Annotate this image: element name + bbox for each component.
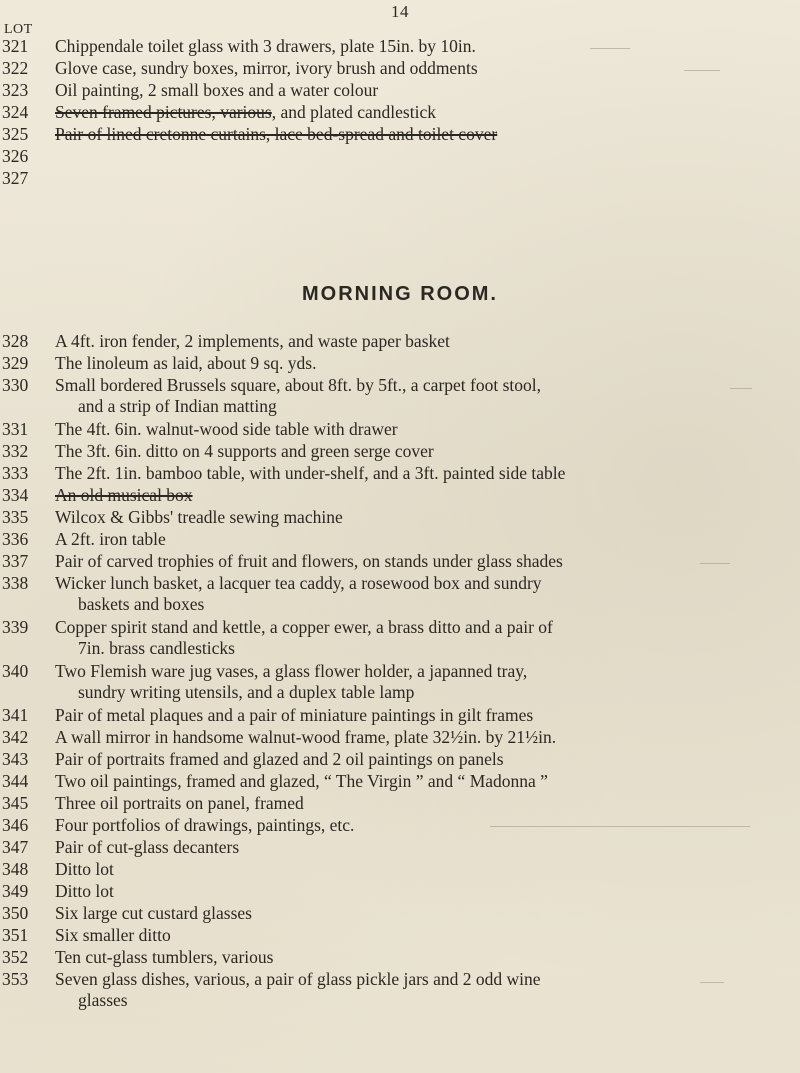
lot-number: 351 bbox=[2, 925, 29, 945]
lot-description: Two oil paintings, framed and glazed, “ The Virgin ” and “ Madonna ” bbox=[55, 771, 548, 791]
lot-description: Chippendale toilet glass with 3 drawers, plate 15in. by 10in. bbox=[55, 36, 476, 56]
pencil-mark bbox=[730, 378, 752, 389]
lot-number: 324 bbox=[2, 102, 29, 122]
lot-number: 339 bbox=[2, 617, 29, 637]
lot-description: The 3ft. 6in. ditto on 4 supports and green serge cover bbox=[55, 441, 434, 461]
lot-description: An old musical box bbox=[55, 485, 193, 505]
lot-number: 350 bbox=[2, 903, 29, 923]
lot-description: A wall mirror in handsome walnut-wood frame, plate 32½in. by 21½in. bbox=[55, 727, 557, 747]
lot-description-continued: glasses bbox=[78, 990, 128, 1010]
lot-number: 346 bbox=[2, 815, 29, 835]
lot-number: 326 bbox=[2, 146, 29, 166]
lot-description: Copper spirit stand and kettle, a copper ewer, a brass ditto and a pair of bbox=[55, 617, 553, 637]
lot-number: 330 bbox=[2, 375, 29, 395]
lot-description: A 2ft. iron table bbox=[55, 529, 166, 549]
lot-description: Glove case, sundry boxes, mirror, ivory brush and oddments bbox=[55, 58, 478, 78]
lot-number: 348 bbox=[2, 859, 29, 879]
lot-description: The 2ft. 1in. bamboo table, with under-shelf, and a 3ft. painted side table bbox=[55, 463, 566, 483]
lot-number: 345 bbox=[2, 793, 29, 813]
lot-number: 336 bbox=[2, 529, 29, 549]
pencil-mark bbox=[590, 38, 630, 49]
lot-column-header: LOT bbox=[4, 22, 33, 37]
lot-description-continued: baskets and boxes bbox=[78, 594, 205, 614]
lot-description: Wicker lunch basket, a lacquer tea caddy, a rosewood box and sundry bbox=[55, 573, 542, 593]
lot-number: 353 bbox=[2, 969, 29, 989]
lot-description: Ditto lot bbox=[55, 881, 114, 901]
lot-number: 328 bbox=[2, 331, 29, 351]
lot-description: Pair of carved trophies of fruit and flowers, on stands under glass shades bbox=[55, 551, 563, 571]
lot-number: 343 bbox=[2, 749, 29, 769]
lot-number: 321 bbox=[2, 36, 29, 56]
lot-number: 335 bbox=[2, 507, 29, 527]
pencil-mark bbox=[700, 972, 724, 983]
lot-number: 341 bbox=[2, 705, 29, 725]
lot-description: Pair of lined cretonne curtains, lace bed-spread and toilet cover bbox=[55, 124, 498, 144]
lot-number: 334 bbox=[2, 485, 29, 505]
lot-description: Two Flemish ware jug vases, a glass flower holder, a japanned tray, bbox=[55, 661, 528, 681]
lot-description-continued: 7in. brass candlesticks bbox=[78, 638, 235, 658]
lot-number: 323 bbox=[2, 80, 29, 100]
lot-description-tail: , and plated candlestick bbox=[271, 102, 436, 122]
lot-number: 344 bbox=[2, 771, 29, 791]
lot-number: 332 bbox=[2, 441, 29, 461]
lot-number: 347 bbox=[2, 837, 29, 857]
pencil-mark bbox=[490, 818, 750, 827]
lot-description: Three oil portraits on panel, framed bbox=[55, 793, 304, 813]
lot-description: Small bordered Brussels square, about 8ft. by 5ft., a carpet foot stool, bbox=[55, 375, 542, 395]
lot-description-continued: and a strip of Indian matting bbox=[78, 396, 277, 416]
lot-description: Oil painting, 2 small boxes and a water colour bbox=[55, 80, 379, 100]
lot-description: Six large cut custard glasses bbox=[55, 903, 252, 923]
lot-description: Seven glass dishes, various, a pair of glass pickle jars and 2 odd wine bbox=[55, 969, 541, 989]
page-number: 14 bbox=[391, 2, 409, 21]
pencil-mark bbox=[684, 60, 720, 71]
lot-number: 337 bbox=[2, 551, 29, 571]
lot-number: 340 bbox=[2, 661, 29, 681]
lot-number: 329 bbox=[2, 353, 29, 373]
lot-number: 349 bbox=[2, 881, 29, 901]
lot-description: The linoleum as laid, about 9 sq. yds. bbox=[55, 353, 317, 373]
lot-description: Ten cut-glass tumblers, various bbox=[55, 947, 274, 967]
lot-number: 333 bbox=[2, 463, 29, 483]
lot-number: 342 bbox=[2, 727, 29, 747]
lot-description: Pair of portraits framed and glazed and 2 oil paintings on panels bbox=[55, 749, 504, 769]
lot-description: Ditto lot bbox=[55, 859, 114, 879]
lot-number: 352 bbox=[2, 947, 29, 967]
lot-description: The 4ft. 6in. walnut-wood side table with drawer bbox=[55, 419, 398, 439]
lot-number: 325 bbox=[2, 124, 29, 144]
lot-description bbox=[55, 102, 436, 123]
section-heading: MORNING ROOM. bbox=[302, 283, 498, 305]
lot-description: Pair of metal plaques and a pair of miniature paintings in gilt frames bbox=[55, 705, 534, 725]
lot-description: Six smaller ditto bbox=[55, 925, 171, 945]
lot-number: 322 bbox=[2, 58, 29, 78]
lot-number: 338 bbox=[2, 573, 29, 593]
lot-description: Wilcox & Gibbs' treadle sewing machine bbox=[55, 507, 343, 527]
pencil-mark bbox=[700, 553, 730, 564]
lot-description: Pair of cut-glass decanters bbox=[55, 837, 240, 857]
lot-description: Four portfolios of drawings, paintings, etc. bbox=[55, 815, 355, 835]
lot-description: A 4ft. iron fender, 2 implements, and waste paper basket bbox=[55, 331, 450, 351]
struck-text: Seven framed pictures, various bbox=[55, 102, 272, 122]
lot-number: 327 bbox=[2, 168, 29, 188]
lot-description-continued: sundry writing utensils, and a duplex table lamp bbox=[78, 682, 415, 702]
lot-number: 331 bbox=[2, 419, 29, 439]
